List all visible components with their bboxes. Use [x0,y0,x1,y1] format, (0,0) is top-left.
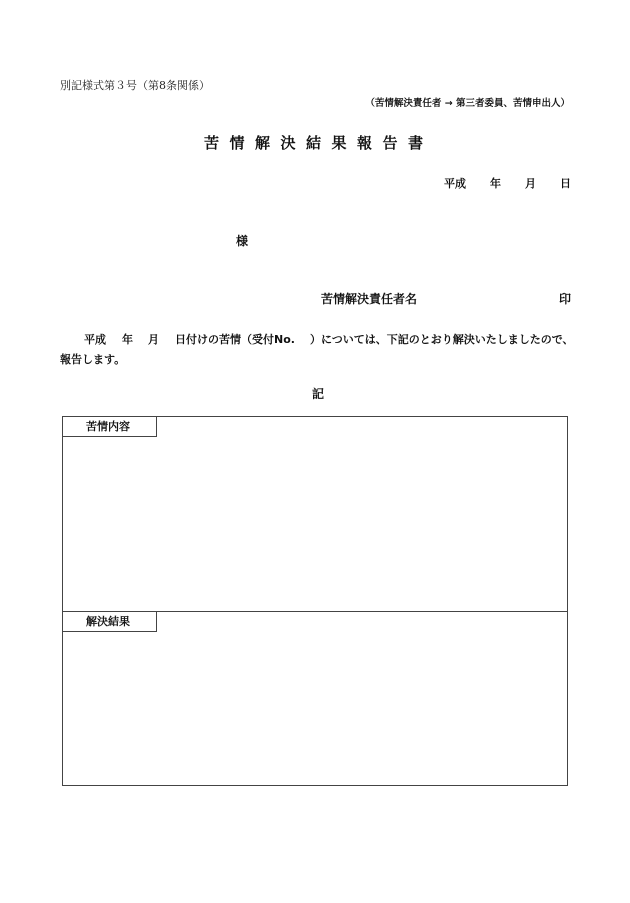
section-tab [63,417,157,437]
body-era: 平成 [84,333,106,346]
recipient-honorific: 様 [236,234,249,248]
date-year-unit: 年 [490,177,501,190]
body-month-unit: 月 [148,333,159,346]
note-heading: 記 [312,387,325,401]
section-label: 解決結果 [86,615,130,628]
complaint-content-section [63,417,567,612]
body-day-and-reference: 日付けの苦情（受付No. [175,333,295,346]
seal-mark: 印 [559,292,572,306]
date-day-unit: 日 [560,177,571,190]
section-label: 苦情内容 [86,420,130,433]
body-year-unit: 年 [122,333,133,346]
signer-label: 苦情解決責任者名 [321,292,418,306]
document-title: 苦情解決結果報告書 [204,134,434,152]
resolution-result-section [63,612,567,785]
section-tab [63,612,157,632]
body-text-line2: 報告します。 [60,353,126,366]
form-number: 別記様式第３号（第8条関係） [60,79,210,92]
date-month-unit: 月 [525,177,536,190]
routing-note: （苦情解決責任者 → 第三者委員、苦情申出人） [365,98,570,109]
report-form-box [62,416,568,786]
body-text-rest: ）については、下記のとおり解決いたしましたので、 [310,333,574,346]
date-era: 平成 [444,177,466,190]
